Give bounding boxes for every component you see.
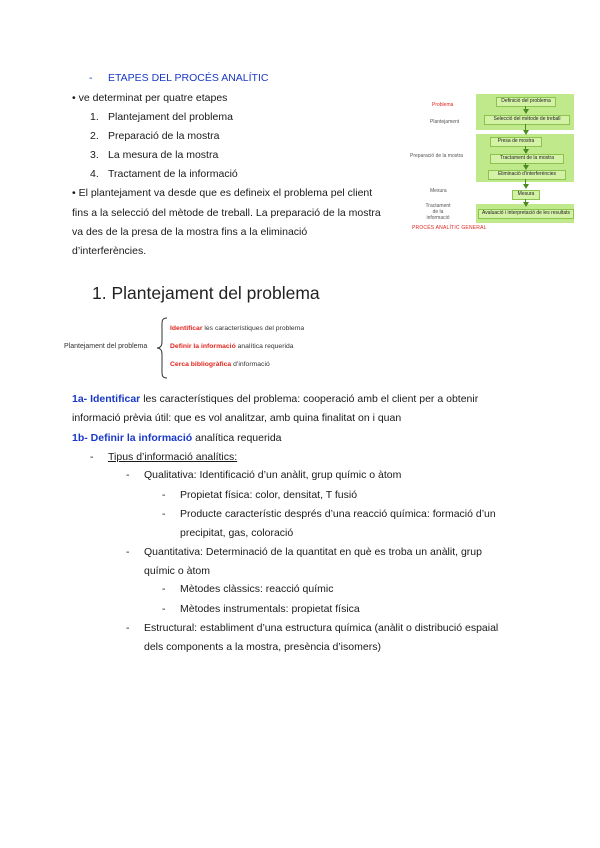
flow-box: Selecció del mètode de treball bbox=[484, 115, 570, 125]
flow-arrow-icon bbox=[523, 202, 529, 207]
brace-item-rest: d’informació bbox=[231, 361, 270, 368]
bullet-line: Qualitativa: Identificació d’un anàlit, grup químic o àtom bbox=[144, 469, 402, 481]
flow-box: Mesura bbox=[512, 190, 540, 200]
flow-label-problema: Problema bbox=[432, 102, 454, 108]
brace-item bbox=[170, 361, 270, 368]
brace-item-rest: les característiques del problema bbox=[202, 325, 305, 332]
bullet-dash: - bbox=[162, 583, 166, 595]
flow-label-mesura: Mesura bbox=[430, 188, 447, 194]
bullet-dash: - bbox=[162, 508, 166, 520]
text-1b: analítica requerida bbox=[192, 432, 282, 444]
flow-box: Avaluació i interpretació de les resultats bbox=[478, 209, 574, 219]
bullet-dash: - bbox=[162, 603, 166, 615]
step-number: 2. bbox=[90, 130, 99, 142]
bullet-line: Mètodes instrumentals: propietat física bbox=[180, 603, 360, 615]
bullet-line: precipitat, gas, coloració bbox=[180, 527, 294, 539]
bullet-line: Quantitativa: Determinació de la quantitat en què es troba un anàlit, grup bbox=[144, 546, 482, 558]
tipus-dash: - bbox=[90, 451, 94, 463]
etapes-dash: - bbox=[89, 72, 93, 84]
brace-item bbox=[170, 343, 294, 350]
flow-arrow-icon bbox=[523, 130, 529, 135]
bullet-line: químic o àtom bbox=[144, 565, 210, 577]
brace-item-highlight: Identificar bbox=[170, 325, 203, 332]
bullet-dash: - bbox=[126, 546, 130, 558]
label-1b: 1b- Definir la informació bbox=[72, 432, 193, 444]
brace-item-highlight: Cerca bibliogràfica bbox=[170, 361, 232, 368]
bullet-dash: - bbox=[126, 622, 130, 634]
step-label: Preparació de la mostra bbox=[108, 130, 220, 142]
step-number: 1. bbox=[90, 111, 99, 123]
section-heading: 1. Plantejament del problema bbox=[92, 283, 320, 303]
text-1a-line2: informació prèvia útil: que es vol analitzar, amb quina finalitat on i quan bbox=[72, 412, 402, 424]
flow-label-plantejament: Plantejament bbox=[430, 119, 460, 125]
process-flow-diagram bbox=[408, 92, 574, 240]
etapes-intro: • ve determinat per quatre etapes bbox=[72, 92, 228, 104]
flow-label-preparacio: Preparació de la mostra bbox=[410, 153, 464, 159]
bullet-line: dels components a la mostra, presència d’isomers) bbox=[144, 641, 381, 653]
brace-item-highlight: Definir la informació bbox=[170, 343, 236, 350]
label-1a: 1a- Identificar bbox=[72, 393, 141, 405]
flow-box: Presa de mostra bbox=[490, 137, 542, 147]
step-label: La mesura de la mostra bbox=[108, 149, 219, 161]
flow-arrow-icon bbox=[523, 184, 529, 189]
flow-box: Definició del problema bbox=[496, 97, 556, 107]
step-label: Plantejament del problema bbox=[108, 111, 233, 123]
flow-box: Eliminació d’interferències bbox=[488, 170, 566, 180]
bullet-line: Propietat física: color, densitat, T fusió bbox=[180, 489, 358, 501]
etapes-title: ETAPES DEL PROCÉS ANALÍTIC bbox=[108, 72, 269, 84]
paragraph-line: va des de la presa de la mostra fins a la eliminació bbox=[72, 226, 308, 238]
flow-label-tractament: Tractament de la informació bbox=[425, 203, 451, 221]
brace-label: Plantejament del problema bbox=[64, 343, 148, 350]
flow-caption: PROCÉS ANALÍTIC GENERAL bbox=[412, 225, 487, 231]
step-label: Tractament de la informació bbox=[108, 168, 238, 180]
bullet-dash: - bbox=[162, 489, 166, 501]
bullet-line: Mètodes clàssics: reacció químic bbox=[180, 583, 334, 595]
bullet-line: Producte característic després d’una reacció química: formació d’un bbox=[180, 508, 496, 520]
step-number: 4. bbox=[90, 168, 99, 180]
paragraph-line: d’interferències. bbox=[72, 245, 147, 257]
tipus-heading: Tipus d’informació analítics: bbox=[108, 451, 238, 463]
flow-box: Tractament de la mostra bbox=[490, 154, 564, 164]
brace-item bbox=[170, 325, 304, 332]
flow-arrow-icon bbox=[523, 109, 529, 114]
paragraph-1b bbox=[72, 429, 282, 448]
brace-item-rest: analítica requerida bbox=[235, 343, 294, 350]
text-1a-line1: les característiques del problema: cooperació amb el client per a obtenir bbox=[140, 393, 479, 405]
paragraph-line: • El plantejament va desde que es defineix el problema pel client bbox=[72, 187, 373, 199]
curly-brace-icon bbox=[155, 316, 169, 380]
bullet-dash: - bbox=[126, 469, 130, 481]
bullet-line: Estructural: establiment d’una estructura química (anàlit o distribució espaial bbox=[144, 622, 499, 634]
paragraph-1a bbox=[72, 390, 478, 409]
step-number: 3. bbox=[90, 149, 99, 161]
paragraph-line: fins a la selecció del mètode de treball. La preparació de la mostra bbox=[72, 207, 381, 219]
